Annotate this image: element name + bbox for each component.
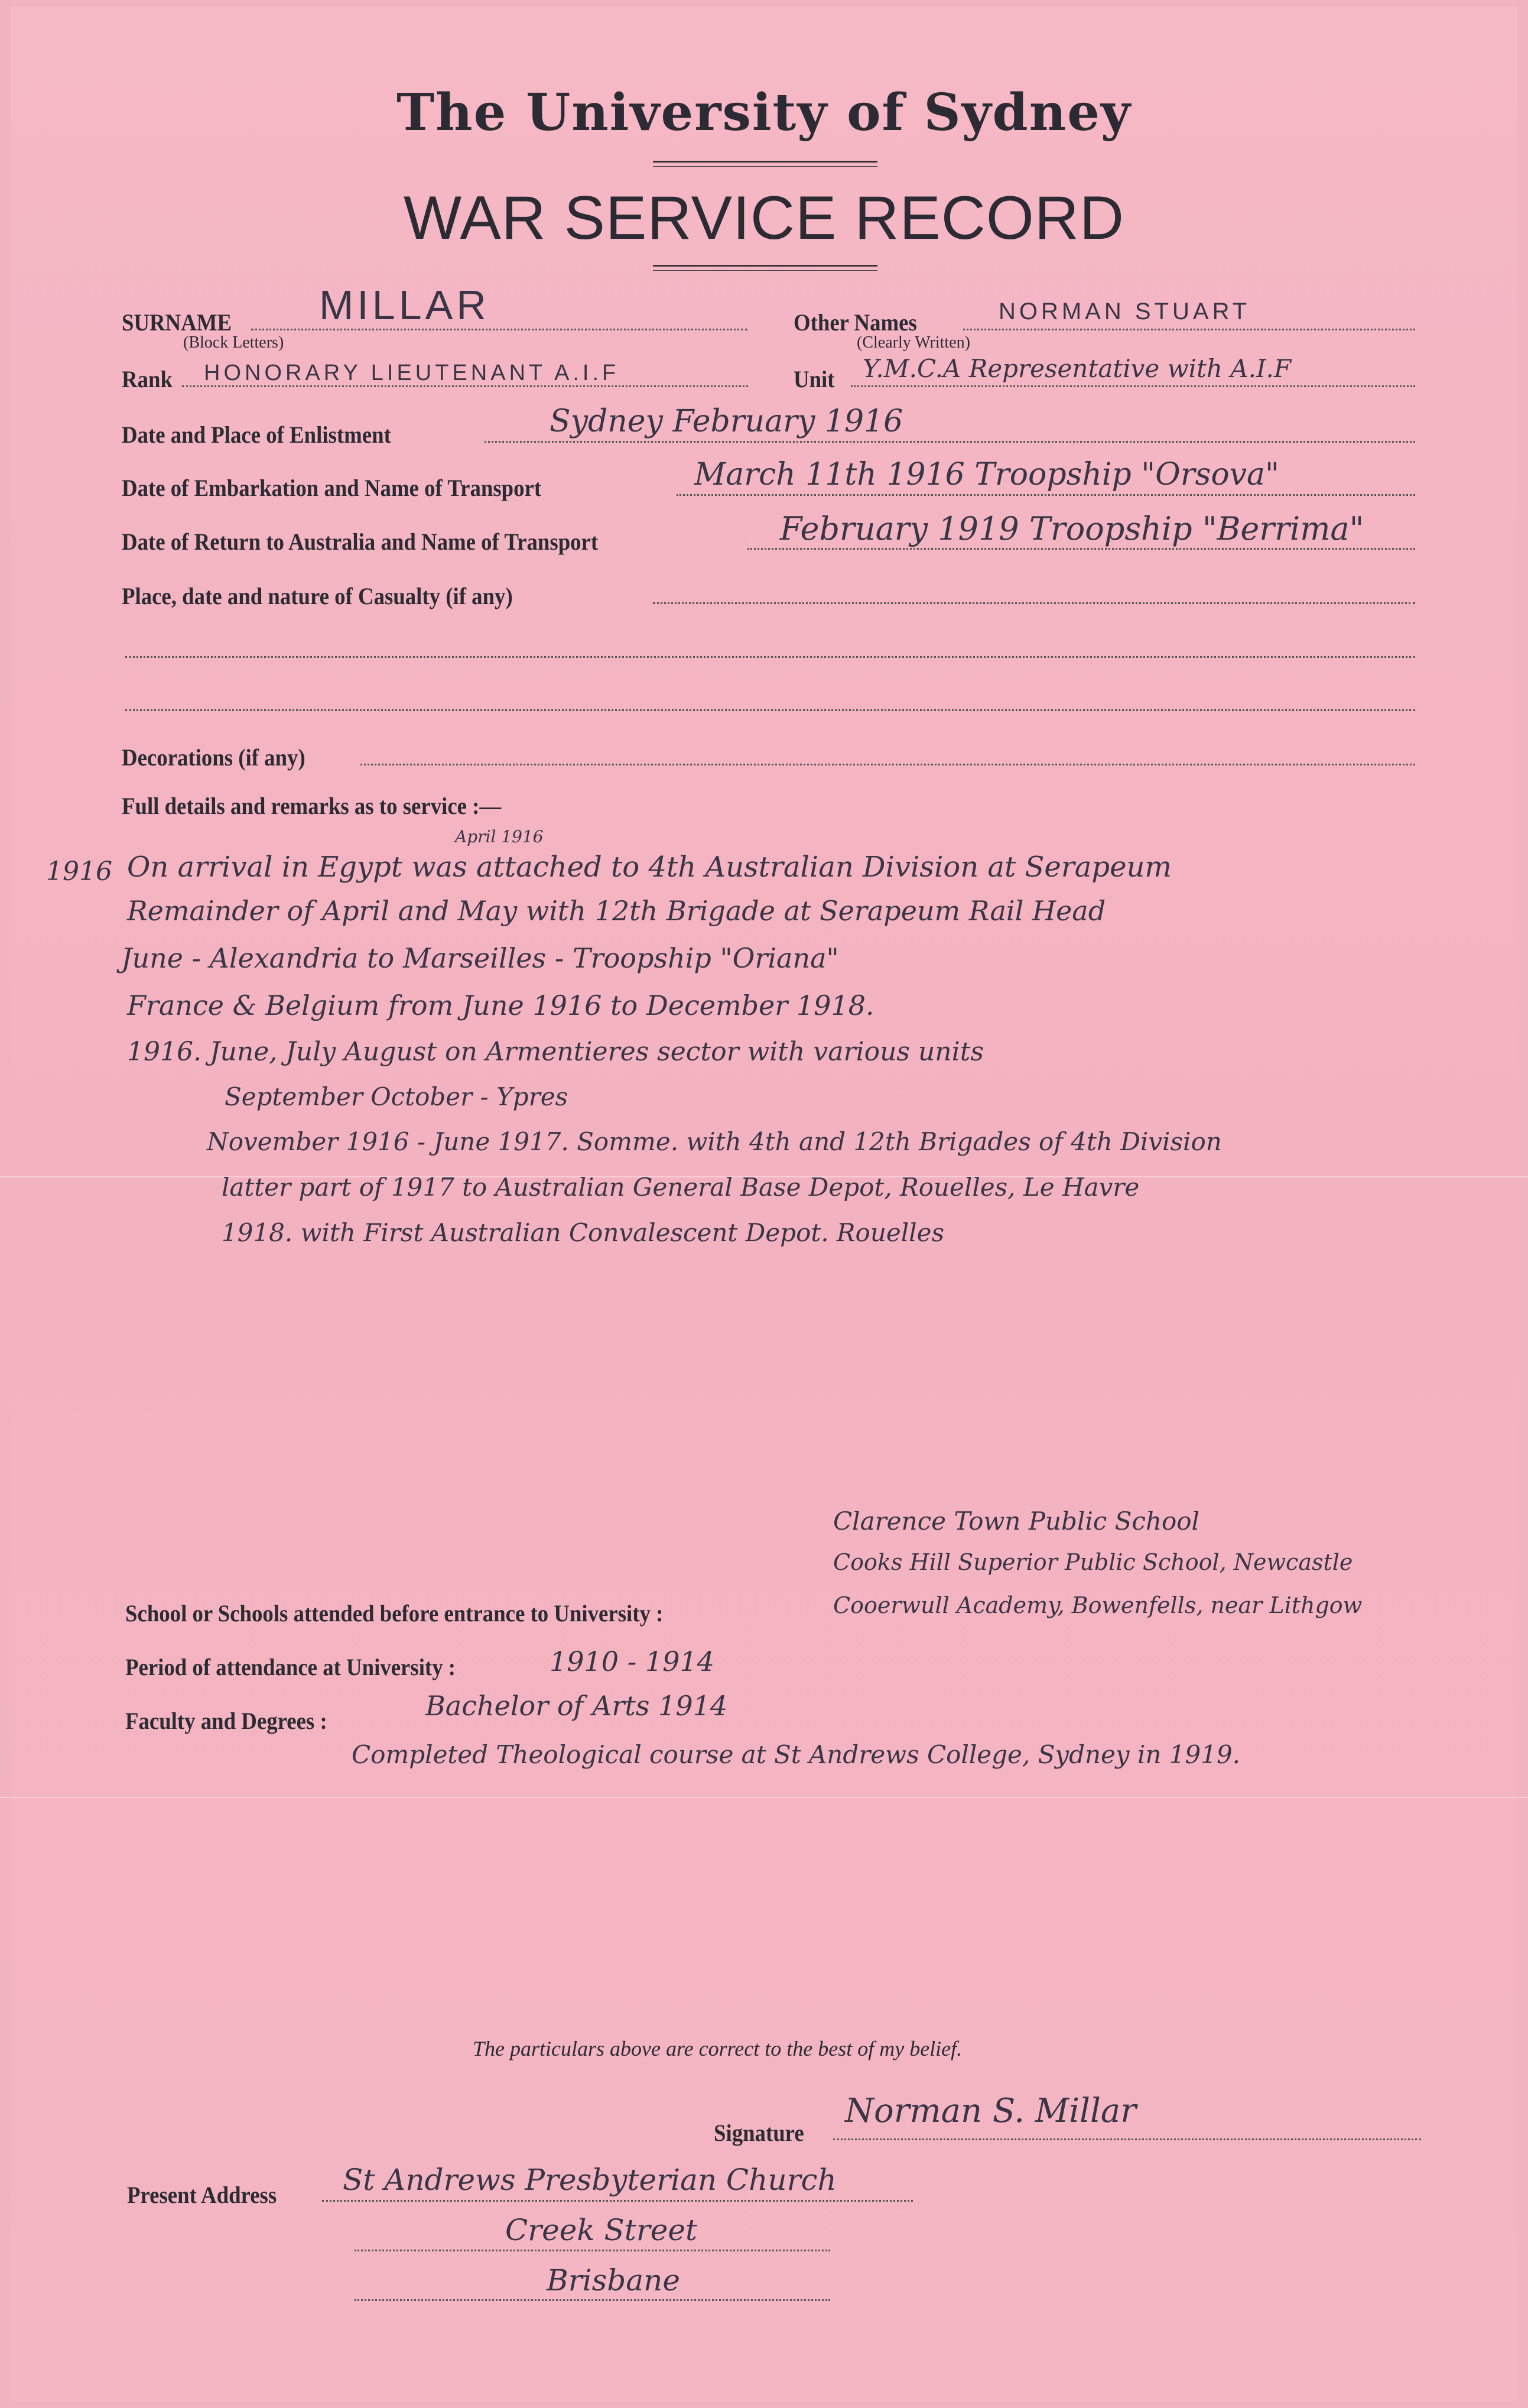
casualty-line [125,656,1415,658]
period-label: Period of attendance at University : [125,1654,456,1680]
other-names-value[interactable]: NORMAN STUART [999,298,1251,324]
rank-value[interactable]: HONORARY LIEUTENANT A.I.F [204,361,620,385]
enlistment-label: Date and Place of Enlistment [122,421,391,448]
declaration-text: The particulars above are correct to the best of my belief. [473,2037,963,2060]
remarks-line: September October - Ypres [225,1082,568,1111]
enlistment-value[interactable]: Sydney February 1916 [550,404,903,439]
embarkation-line [677,494,1415,496]
school-line: Cooks Hill Superior Public School, Newcastle [833,1549,1353,1575]
unit-value[interactable]: Y.M.C.A Representative with A.I.F [863,354,1292,383]
address-line-1[interactable]: St Andrews Presbyterian Church [343,2163,837,2197]
signature-value[interactable]: Norman S. Millar [845,2092,1137,2130]
other-names-hint: (Clearly Written) [857,333,970,352]
address-line-2[interactable]: Creek Street [505,2213,698,2247]
rank-label: Rank [122,366,173,392]
return-line [747,548,1415,550]
remarks-line: November 1916 - June 1917. Somme. with 4th and 12th Brigades of 4th Division [207,1127,1222,1156]
embarkation-label: Date of Embarkation and Name of Transport [122,475,542,501]
remarks-line: On arrival in Egypt was attached to 4th Australian Division at Serapeum [127,851,1172,884]
remarks-label: Full details and remarks as to service :— [122,793,502,819]
faculty-extra: Completed Theological course at St Andrews College, Sydney in 1919. [352,1740,1241,1769]
decorations-line [360,764,1415,765]
remarks-line: Remainder of April and May with 12th Brigade at Serapeum Rail Head [127,895,1106,927]
period-value[interactable]: 1910 - 1914 [550,1646,714,1677]
unit-line [851,385,1415,387]
fold-crease [0,1797,1528,1798]
faculty-label: Faculty and Degrees : [125,1708,327,1734]
other-names-label: Other Names [794,309,917,336]
remarks-line: 1916. June, July August on Armentieres sector with various units [127,1037,984,1067]
surname-line [251,329,747,330]
address-line-3[interactable]: Brisbane [547,2263,680,2297]
surname-hint: (Block Letters) [183,333,284,352]
remarks-margin-year: 1916 [46,856,112,887]
decorations-label: Decorations (if any) [122,744,305,771]
schools-label: School or Schools attended before entrance to University : [125,1600,664,1627]
casualty-line [125,709,1415,711]
remarks-line: France & Belgium from June 1916 to December 1918. [127,989,874,1021]
other-names-line [963,329,1415,330]
title-rule [653,166,877,167]
school-line: Clarence Town Public School [833,1507,1199,1536]
faculty-value[interactable]: Bachelor of Arts 1914 [425,1690,728,1722]
casualty-line [653,602,1415,604]
remarks-line: June - Alexandria to Marseilles - Troopship "Oriana" [121,942,839,974]
school-line: Cooerwull Academy, Bowenfells, near Lithgow [833,1592,1363,1618]
address-line [355,2250,830,2251]
surname-label: SURNAME [122,309,232,336]
remarks-line: 1918. with First Australian Convalescent Depot. Rouelles [222,1218,945,1247]
university-name: The University of Sydney [396,83,1132,142]
enlistment-line [485,441,1415,443]
casualty-label: Place, date and nature of Casualty (if any) [122,583,513,609]
signature-label: Signature [714,2120,804,2146]
unit-label: Unit [794,366,835,392]
title-rule [653,161,877,163]
return-label: Date of Return to Australia and Name of Transport [122,528,599,555]
embarkation-value[interactable]: March 11th 1916 Troopship "Orsova" [694,457,1279,492]
address-line [322,2200,913,2202]
address-line [355,2299,830,2301]
remarks-line: latter part of 1917 to Australian General Base Depot, Rouelles, Le Havre [222,1173,1140,1202]
title-rule [653,270,877,271]
return-value[interactable]: February 1919 Troopship "Berrima" [780,510,1364,547]
remarks-insert: April 1916 [455,827,544,846]
page-title: WAR SERVICE RECORD [404,184,1124,252]
surname-value[interactable]: MILLAR [319,282,490,328]
signature-line [833,2138,1421,2140]
address-label: Present Address [127,2182,277,2208]
title-rule [653,265,877,267]
